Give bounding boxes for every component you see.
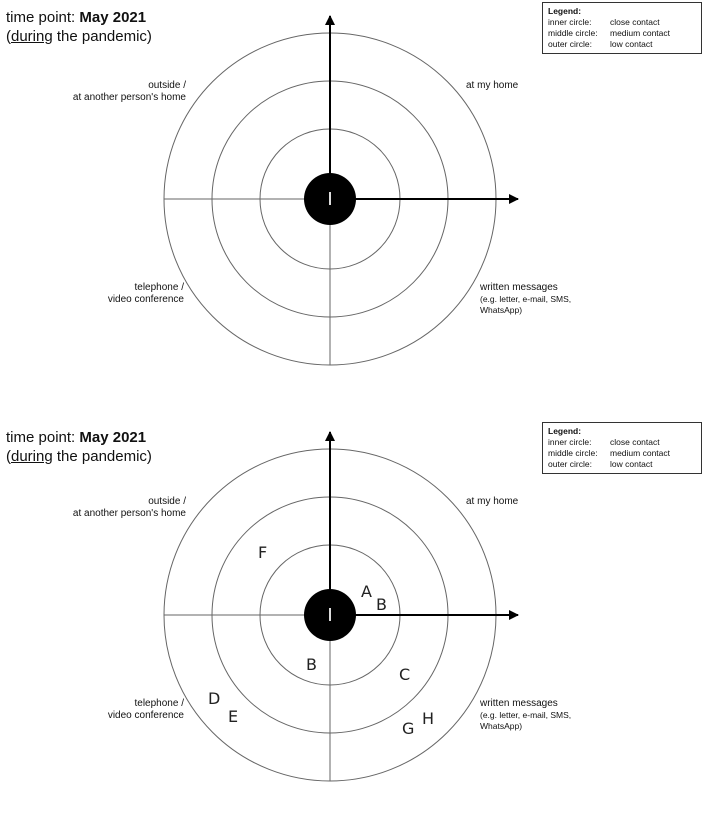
marker-b-telephone: B bbox=[306, 655, 317, 674]
legend-key: inner circle: bbox=[548, 17, 592, 27]
title-rest: the pandemic) bbox=[52, 28, 152, 45]
quadrant-line: at my home bbox=[466, 496, 519, 507]
quadrant-line: at another person's home bbox=[72, 508, 186, 519]
title-prefix: time point: bbox=[6, 429, 80, 446]
marker-h: H bbox=[422, 709, 435, 728]
legend-title: Legend: bbox=[548, 426, 582, 436]
title-open-paren: ( bbox=[6, 448, 11, 465]
quadrant-label-home bbox=[466, 496, 518, 508]
quadrant-line: written messages bbox=[480, 698, 558, 709]
quadrant-label-telephone bbox=[108, 698, 184, 722]
marker-d: D bbox=[208, 689, 221, 708]
quadrant-line: video conference bbox=[107, 710, 184, 721]
legend-key: outer circle: bbox=[548, 459, 592, 469]
title-prefix: time point: bbox=[6, 9, 80, 26]
quadrant-line: (e.g. letter, e-mail, SMS, bbox=[480, 294, 572, 304]
quadrant-label-outside bbox=[73, 496, 186, 520]
legend-value: close contact bbox=[610, 17, 660, 27]
legend-key: inner circle: bbox=[548, 437, 592, 447]
diagram-panel-empty bbox=[0, 0, 708, 394]
legend-value: medium contact bbox=[610, 448, 670, 458]
diagram-panel-filled bbox=[0, 420, 708, 814]
center-label: I bbox=[327, 189, 333, 209]
marker-b-home: B bbox=[376, 595, 387, 614]
contact-circle-diagram bbox=[0, 0, 708, 394]
title-during: during bbox=[11, 28, 53, 45]
marker-g: G bbox=[402, 719, 415, 738]
quadrant-line: telephone / bbox=[134, 282, 184, 293]
marker-e: E bbox=[228, 707, 239, 726]
legend-key: middle circle: bbox=[548, 448, 598, 458]
quadrant-line: telephone / bbox=[134, 698, 184, 709]
legend-title: Legend: bbox=[548, 6, 582, 16]
quadrant-label-telephone bbox=[108, 282, 184, 306]
legend-value: low contact bbox=[610, 459, 653, 469]
quadrant-label-written bbox=[480, 698, 571, 732]
marker-c: C bbox=[399, 665, 411, 684]
legend-value: close contact bbox=[610, 437, 660, 447]
contact-circle-diagram bbox=[0, 420, 708, 788]
title-date: May 2021 bbox=[79, 429, 147, 446]
quadrant-label-outside bbox=[73, 80, 186, 104]
marker-f: F bbox=[258, 543, 268, 562]
quadrant-line: at my home bbox=[466, 80, 519, 91]
quadrant-line: (e.g. letter, e-mail, SMS, bbox=[480, 710, 572, 720]
title-date: May 2021 bbox=[79, 9, 147, 26]
quadrant-label-written bbox=[480, 282, 571, 316]
quadrant-line: WhatsApp) bbox=[480, 305, 523, 315]
quadrant-label-home bbox=[466, 80, 518, 92]
title-during: during bbox=[11, 448, 53, 465]
quadrant-line: video conference bbox=[107, 294, 184, 305]
title-open-paren: ( bbox=[6, 28, 11, 45]
legend-key: middle circle: bbox=[548, 28, 598, 38]
quadrant-line: outside / bbox=[148, 496, 186, 507]
legend-value: medium contact bbox=[610, 28, 670, 38]
quadrant-line: outside / bbox=[148, 80, 186, 91]
legend-key: outer circle: bbox=[548, 39, 592, 49]
title-rest: the pandemic) bbox=[52, 448, 152, 465]
quadrant-line: written messages bbox=[480, 282, 558, 293]
quadrant-line: at another person's home bbox=[72, 92, 186, 103]
center-label: I bbox=[327, 605, 333, 625]
legend-value: low contact bbox=[610, 39, 653, 49]
marker-a: A bbox=[361, 582, 372, 601]
quadrant-line: WhatsApp) bbox=[480, 721, 523, 731]
